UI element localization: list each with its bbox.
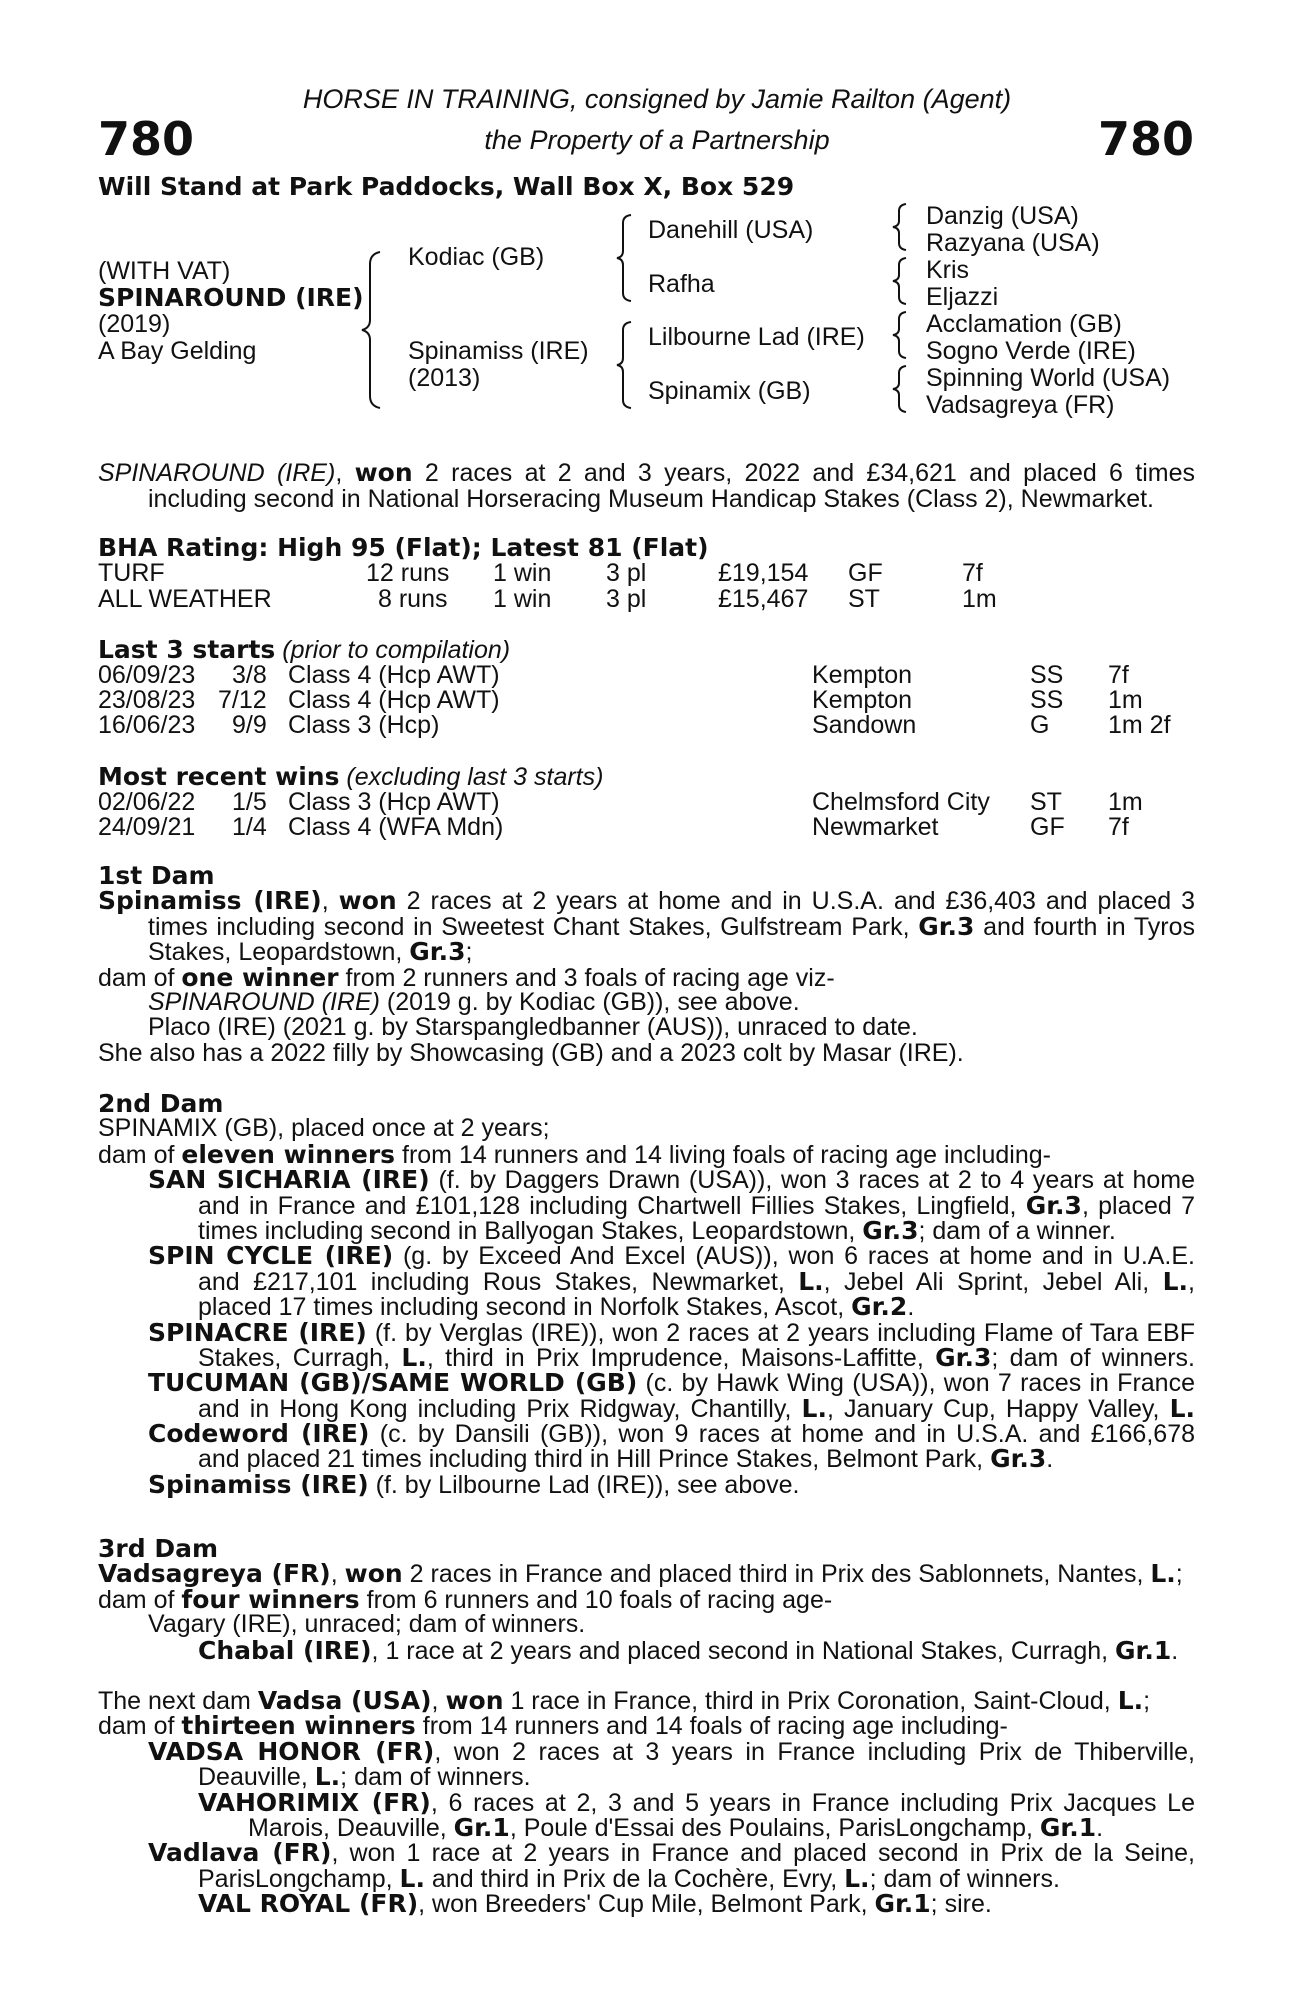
ggs-brace-3 [890,310,914,360]
position: 3/8 [232,661,267,689]
ggs-brace-4 [890,364,914,414]
ggs-brace-1 [890,202,914,252]
ggs-6: Sogno Verde (IRE) [926,337,1136,365]
date: 02/06/22 [98,788,196,816]
dam2-line-2: dam of eleven winners from 14 runners and 14 living foals of racing age including- [98,1139,1051,1169]
grandsire-2: Lilbourne Lad (IRE) [648,323,865,351]
wins: 1 win [493,585,552,613]
dam1-line-6: Placo (IRE) (2021 g. by Starspangledbanner (AUS)), unraced to date. [148,1013,918,1042]
ggs-1: Danzig (USA) [926,202,1079,230]
third-dam-section [98,1536,1195,1663]
distance: 7f [1108,661,1129,689]
date: 24/09/21 [98,813,196,841]
summary-won: won [354,458,413,487]
next-line-6: Marois, Deauville, Gr.1, Poule d'Essai des Poulains, ParisLongchamp, Gr.1. [248,1812,1104,1842]
dam2-line-10: Stakes, Curragh, L., third in Prix Imprudence, Maisons-Laffitte, Gr.3; dam of winners. [198,1342,1196,1372]
next-line-2: dam of thirteen winners from 14 runners and 14 foals of racing age including- [98,1711,1008,1741]
last3-title: Last 3 starts [98,635,276,664]
runs: 8 runs [378,585,448,613]
going: GF [1030,813,1065,841]
dam2-line-4: and in France and £101,128 including Chartwell Fillies Stakes, Lingfield, Gr.3, placed 7 [198,1190,1195,1220]
dam1-line-2: times including second in Sweetest Chant Stakes, Gulfstream Park, Gr.3 and fourth in Tyros [148,911,1195,941]
ggs-2: Razyana (USA) [926,229,1100,257]
next-line-3: VADSA HONOR (FR), won 2 races at 3 years in France including Prix de Thiberville, [148,1736,1196,1766]
section-title: 3rd Dam [98,1534,218,1563]
race-class: Class 4 (Hcp AWT) [288,661,500,689]
dam2-line-6: SPIN CYCLE (IRE) (g. by Exceed And Excel (AUS)), won 6 races at home and in U.A.E. [148,1241,1196,1271]
dam2-line-11: TUCUMAN (GB)/SAME WORLD (GB) (c. by Hawk Wing (USA)), won 7 races in France [148,1368,1195,1398]
grandsire-1: Danehill (USA) [648,216,814,244]
first-dam-section [98,863,1195,1066]
dam2-line-12: and in Hong Kong including Prix Ridgway, Chantilly, L., January Cup, Happy Valley, L. [198,1393,1195,1423]
course: Sandown [812,711,917,739]
dam3-line-3: Vagary (IRE), unraced; dam of winners. [148,1610,586,1639]
ggs-4: Eljazzi [926,283,999,311]
race-class: Class 3 (Hcp AWT) [288,788,500,816]
dam3-line-1: Vadsagreya (FR), won 2 races in France and placed third in Prix des Sablonnets, Nantes, L.; [98,1559,1183,1589]
course: Kempton [812,686,913,714]
distance: 1m [1108,788,1143,816]
dam3-line-2: dam of four winners from 6 runners and 10 foals of racing age- [98,1584,833,1614]
going: ST [848,585,880,613]
horse-year: (2019) [98,310,171,338]
next-line-8: ParisLongchamp, L. and third in Prix de la Cochère, Evry, L.; dam of winners. [198,1863,1060,1893]
sire-name: Kodiac (GB) [408,243,545,271]
date: 23/08/23 [98,686,196,714]
bha-rating: BHA Rating: High 95 (Flat); Latest 81 (Flat) [98,533,709,562]
going: SS [1030,661,1064,689]
distance: 1m 2f [1108,711,1171,739]
dam3-line-4: Chabal (IRE), 1 race at 2 years and placed second in National Stakes, Curragh, Gr.1. [198,1635,1179,1665]
date: 06/09/23 [98,661,196,689]
going: G [1030,711,1050,739]
granddam-1: Rafha [648,270,715,298]
places: 3 pl [606,559,647,587]
dam1-line-1: Spinamiss (IRE), won 2 races at 2 years at home and in U.S.A. and £36,403 and placed 3 [98,886,1196,916]
recent-title: Most recent wins [98,762,340,791]
position: 9/9 [232,711,267,739]
race-class: Class 4 (Hcp AWT) [288,686,500,714]
dam-brace [615,320,639,410]
ggs-5: Acclamation (GB) [926,310,1122,338]
second-dam-section [98,1091,1195,1497]
course: Chelmsford City [812,788,990,816]
position: 1/4 [232,813,267,841]
going: ST [1030,788,1062,816]
dam2-line-13: Codeword (IRE) (c. by Dansili (GB)), won 9 races at home and in U.S.A. and £166,678 [148,1419,1195,1449]
next-line-5: VAHORIMIX (FR), 6 races at 2, 3 and 5 years in France including Prix Jacques Le [198,1787,1195,1817]
lot-number-right: 780 [1097,112,1194,166]
race-summary: SPINAROUND (IRE), won 2 races at 2 and 3 years, 2022 and £34,621 and placed 6 times including second in National Horseracing Museum Handicap Stakes (Class 2), Newmarket. [98,458,1195,513]
ggs-3: Kris [926,256,970,284]
dam2-line-1: SPINAMIX (GB), placed once at 2 years; [98,1114,550,1143]
ggs-8: Vadsagreya (FR) [926,391,1115,419]
wins: 1 win [493,559,552,587]
position: 7/12 [218,686,267,714]
distance: 1m [1108,686,1143,714]
dam2-line-3: SAN SICHARIA (IRE) (f. by Daggers Drawn (USA)), won 3 races at 2 to 4 years at home [148,1165,1195,1195]
dam2-line-7: and £217,101 including Rous Stakes, Newmarket, L., Jebel Ali Sprint, Jebel Ali, L., [198,1266,1195,1296]
dam-year: (2013) [408,364,481,392]
going: SS [1030,686,1064,714]
prize-money: £15,467 [718,585,809,613]
section-title: 1st Dam [98,861,215,890]
dam1-line-5: SPINAROUND (IRE) (2019 g. by Kodiac (GB)), see above. [148,987,800,1016]
prize-money: £19,154 [718,559,809,587]
dam2-line-5: times including second in Ballyogan Stakes, Leopardstown, Gr.3; dam of a winner. [198,1215,1116,1245]
surface: TURF [98,559,165,587]
ggs-7: Spinning World (USA) [926,364,1171,392]
property-line: the Property of a Partnership [484,125,830,155]
last3-note: (prior to compilation) [275,636,511,664]
next-dam-section [98,1688,1195,1917]
position: 1/5 [232,788,267,816]
dam1-line-3: Stakes, Leopardstown, Gr.3; [148,937,473,967]
race-class: Class 3 (Hcp) [288,711,440,739]
next-line-7: Vadlava (FR), won 1 race at 2 years in France and placed second in Prix de la Seine, [148,1838,1195,1868]
distance: 1m [962,585,997,613]
stand-location: Will Stand at Park Paddocks, Wall Box X, Box 529 [98,172,795,201]
dam1-line-4: dam of one winner from 2 runners and 3 foals of racing age viz- [98,962,835,992]
sire-dam-brace [360,250,390,410]
section-title: 2nd Dam [98,1089,224,1118]
race-class: Class 4 (WFA Mdn) [288,813,504,841]
next-line-9: VAL ROYAL (FR), won Breeders' Cup Mile, Belmont Park, Gr.1; sire. [198,1889,992,1919]
summary-text-1: 2 races at 2 and 3 years, 2022 and £34,621 and placed 6 times [412,459,1195,487]
consignor-line: HORSE IN TRAINING, consigned by Jamie Railton (Agent) [302,84,1012,114]
granddam-2: Spinamix (GB) [648,377,811,405]
places: 3 pl [606,585,647,613]
summary-horse-name: SPINAROUND (IRE) [98,459,336,487]
next-line-1: The next dam Vadsa (USA), won 1 race in France, third in Prix Coronation, Saint-Cloud, L.; [98,1686,1151,1715]
course: Kempton [812,661,913,689]
ggs-brace-2 [890,256,914,306]
horse-name: SPINAROUND (IRE) [98,283,364,312]
summary-text-2: including second in National Horseracing Museum Handicap Stakes (Class 2), Newmarket. [148,484,1155,513]
distance: 7f [1108,813,1129,841]
next-line-4: Deauville, L.; dam of winners. [198,1762,531,1792]
vat-label: (WITH VAT) [98,257,231,285]
going: GF [848,559,883,587]
dam2-line-8: placed 17 times including second in Norfolk Stakes, Ascot, Gr.2. [198,1292,915,1322]
sire-brace [615,213,639,303]
dam2-line-14: and placed 21 times including third in Hill Prince Stakes, Belmont Park, Gr.3. [198,1444,1054,1474]
distance: 7f [962,559,983,587]
date: 16/06/23 [98,711,196,739]
dam-name: Spinamiss (IRE) [408,337,589,365]
dam2-line-9: SPINACRE (IRE) (f. by Verglas (IRE)), won 2 races at 2 years including Flame of Tara EBF [148,1317,1195,1347]
lot-number-left: 780 [98,112,195,166]
dam1-line-7: She also has a 2022 filly by Showcasing (GB) and a 2023 colt by Masar (IRE). [98,1038,964,1067]
horse-description: A Bay Gelding [98,337,257,365]
surface: ALL WEATHER [98,585,272,613]
course: Newmarket [812,813,939,841]
dam2-line-15: Spinamiss (IRE) (f. by Lilbourne Lad (IRE)), see above. [148,1469,800,1499]
recent-note: (excluding last 3 starts) [339,763,604,791]
runs: 12 runs [366,559,450,587]
